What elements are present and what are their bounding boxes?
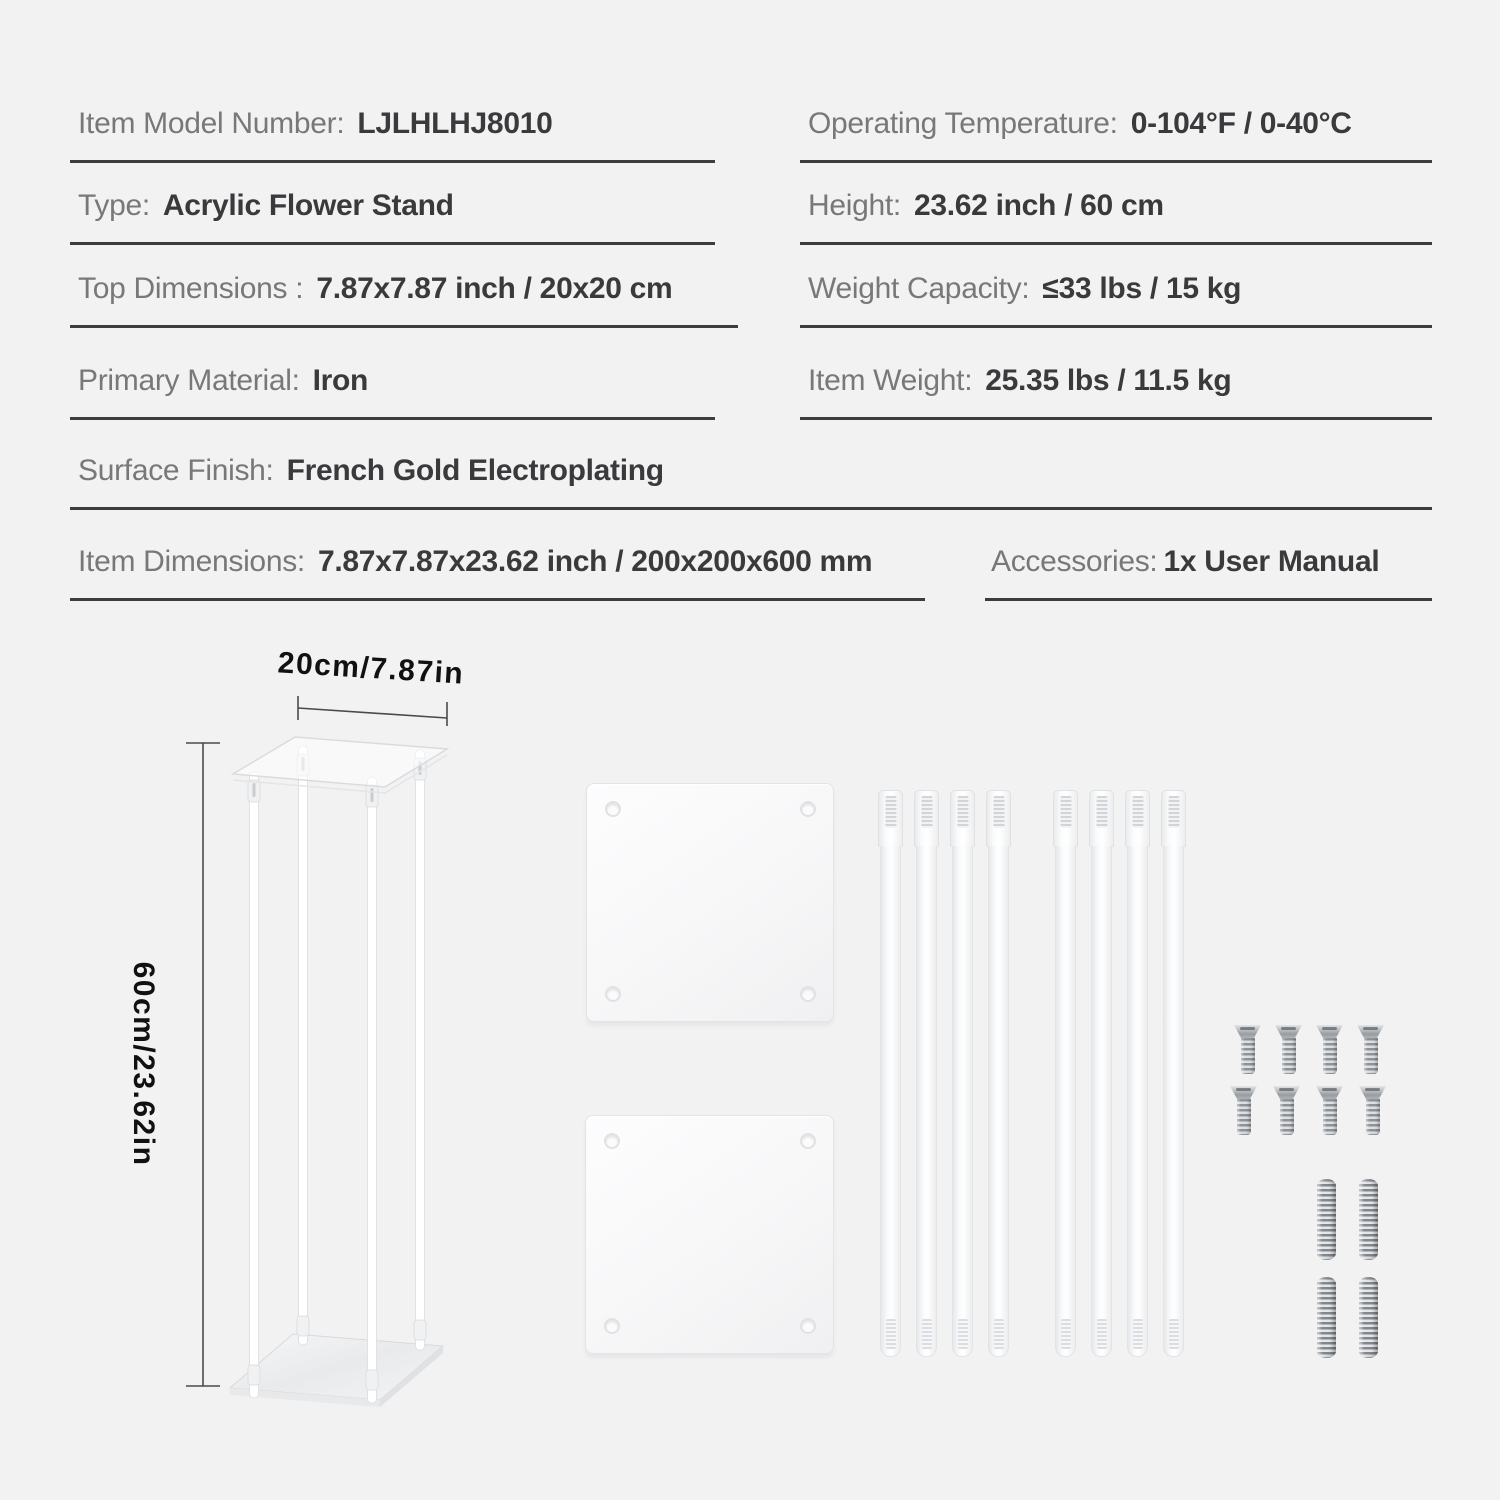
spec-value: Iron <box>312 363 369 397</box>
spec-height <box>800 169 1432 245</box>
spec-value: Acrylic Flower Stand <box>162 188 454 222</box>
rod-group <box>1053 790 1186 1357</box>
support-rod <box>1089 790 1114 1357</box>
spec-value: 23.62 inch / 60 cm <box>913 188 1164 222</box>
spec-weight-capacity <box>800 252 1432 328</box>
screw <box>1230 1086 1257 1136</box>
spec-value: 0-104°F / 0-40°C <box>1130 106 1352 140</box>
spec-value: ≤33 lbs / 15 kg <box>1042 271 1242 305</box>
screw-head <box>1316 1025 1343 1039</box>
support-rod <box>950 790 975 1357</box>
rod-cap <box>1053 790 1078 847</box>
panel-hole <box>605 801 621 817</box>
screw-row <box>1234 1025 1384 1075</box>
screw <box>1316 1025 1343 1075</box>
panel-hole <box>800 986 816 1002</box>
screw-shaft <box>1364 1038 1378 1074</box>
acrylic-panel <box>586 783 834 1022</box>
screw-shaft <box>1280 1099 1294 1135</box>
spec-primary-material <box>70 344 715 420</box>
spec-label: Primary Material: <box>78 363 300 397</box>
leg-fittings <box>248 754 426 1390</box>
threaded-stud <box>1317 1277 1336 1358</box>
screw-head <box>1357 1025 1384 1039</box>
screw-row <box>1230 1086 1386 1136</box>
screw <box>1316 1086 1343 1136</box>
screw-shaft <box>1323 1099 1337 1135</box>
spec-top-dimensions <box>70 252 738 328</box>
spec-value: 25.35 lbs / 11.5 kg <box>985 363 1232 397</box>
support-rod <box>914 790 939 1357</box>
spec-value: 7.87x7.87x23.62 inch / 200x200x600 mm <box>317 544 873 578</box>
spec-label: Item Dimensions: <box>78 544 305 578</box>
rod-body <box>1163 846 1184 1357</box>
spec-item-dimensions <box>70 525 925 601</box>
rod-cap <box>986 790 1011 847</box>
rod-cap <box>1125 790 1150 847</box>
spec-type <box>70 169 715 245</box>
stand-base <box>230 1334 443 1407</box>
height-dimension-line <box>186 743 220 1386</box>
screw <box>1357 1025 1384 1075</box>
rod-body <box>916 846 937 1357</box>
rod-cap <box>1161 790 1186 847</box>
rod-body <box>952 846 973 1357</box>
stud-row <box>1317 1179 1378 1260</box>
spec-value: 7.87x7.87 inch / 20x20 cm <box>316 271 673 305</box>
support-rod <box>878 790 903 1357</box>
support-rod <box>1161 790 1186 1357</box>
stud-row <box>1317 1277 1378 1358</box>
screw-head <box>1230 1086 1257 1100</box>
spec-item-weight <box>800 344 1432 420</box>
panel-hole <box>800 801 816 817</box>
width-dimension-line <box>298 696 447 726</box>
screw-shaft <box>1237 1099 1251 1135</box>
screw <box>1273 1086 1300 1136</box>
screw-shaft <box>1323 1038 1337 1074</box>
rod-cap <box>950 790 975 847</box>
spec-value: French Gold Electroplating <box>286 453 664 487</box>
rod-cap <box>1089 790 1114 847</box>
screw <box>1275 1025 1302 1075</box>
rod-body <box>880 846 901 1357</box>
acrylic-panel <box>585 1115 834 1354</box>
spec-value: 1x User Manual <box>1163 544 1380 578</box>
rod-cap <box>878 790 903 847</box>
threaded-stud <box>1317 1179 1336 1260</box>
screw-head <box>1359 1086 1386 1100</box>
screw <box>1359 1086 1386 1136</box>
stand-front-legs <box>250 772 377 1403</box>
screw-shaft <box>1241 1038 1255 1074</box>
spec-label: Type: <box>78 188 150 222</box>
spec-operating-temperature <box>800 87 1432 163</box>
height-dimension-label: 60cm/23.62in <box>127 961 160 1167</box>
support-rod <box>1125 790 1150 1357</box>
spec-label: Accessories: <box>991 544 1158 578</box>
spec-label: Surface Finish: <box>78 453 274 487</box>
panel-hole <box>604 1318 620 1334</box>
panel-hole <box>605 986 621 1002</box>
spec-surface-finish <box>70 434 1432 510</box>
stand-back-legs <box>299 746 425 1350</box>
spec-label: Item Model Number: <box>78 106 345 140</box>
panel-hole <box>604 1133 620 1149</box>
screw-head <box>1275 1025 1302 1039</box>
panel-hole <box>800 1133 816 1149</box>
rod-body <box>988 846 1009 1357</box>
rod-group <box>878 790 1011 1357</box>
screw-head <box>1234 1025 1261 1039</box>
screw-shaft <box>1366 1099 1380 1135</box>
spec-label: Top Dimensions : <box>78 271 304 305</box>
threaded-stud <box>1359 1179 1378 1260</box>
rod-body <box>1091 846 1112 1357</box>
rod-body <box>1127 846 1148 1357</box>
spec-label: Operating Temperature: <box>808 106 1118 140</box>
rod-cap <box>914 790 939 847</box>
screw <box>1234 1025 1261 1075</box>
width-dimension-label: 20cm/7.87in <box>276 646 466 691</box>
panel-hole <box>800 1318 816 1334</box>
stand-top-panel <box>233 737 447 793</box>
support-rod <box>1053 790 1078 1357</box>
spec-item-model-number <box>70 87 715 163</box>
spec-label: Height: <box>808 188 901 222</box>
support-rod <box>986 790 1011 1357</box>
spec-label: Item Weight: <box>808 363 973 397</box>
screw-head <box>1273 1086 1300 1100</box>
spec-value: LJLHLHJ8010 <box>357 106 553 140</box>
spec-accessories <box>985 525 1432 601</box>
threaded-stud <box>1359 1277 1378 1358</box>
spec-label: Weight Capacity: <box>808 271 1030 305</box>
rod-body <box>1055 846 1076 1357</box>
screw-head <box>1316 1086 1343 1100</box>
screw-shaft <box>1282 1038 1296 1074</box>
